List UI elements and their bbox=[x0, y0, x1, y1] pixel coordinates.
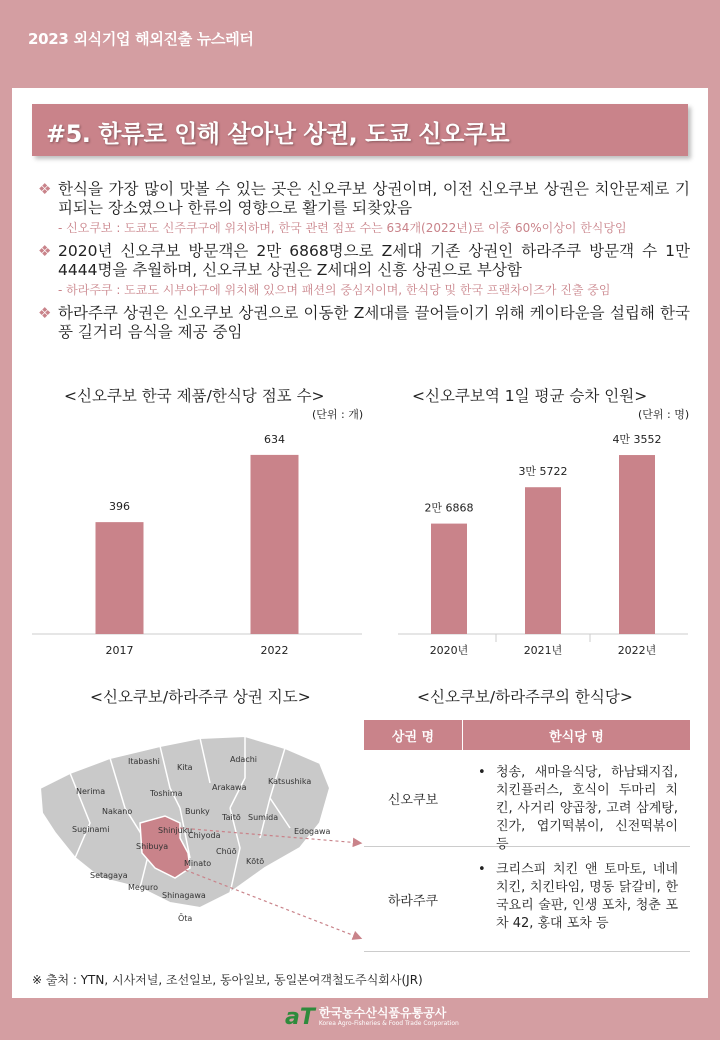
map-label: Shinagawa bbox=[162, 891, 206, 900]
map-label: Shinjuku bbox=[158, 826, 193, 835]
map-label: Katsushika bbox=[268, 777, 312, 786]
bar-value-label: 634 bbox=[264, 432, 285, 446]
tokyo-ward-map bbox=[30, 728, 370, 923]
map-label: Bunky bbox=[185, 807, 210, 816]
chart1-title: <신오쿠보 한국 제품/한식당 점포 수> bbox=[64, 387, 325, 405]
section-title: #5. 한류로 인해 살아난 상권, 도쿄 신오쿠보 bbox=[46, 120, 510, 148]
dot-bullet-icon: • bbox=[478, 765, 486, 780]
map-label: Toshima bbox=[150, 789, 183, 798]
map-label: Taitō bbox=[222, 813, 241, 822]
header-restaurant: 한식당 명 bbox=[549, 729, 604, 745]
bar-value-label: 2만 6868 bbox=[424, 501, 474, 515]
logo-name-en: Korea Agro-Fisheries & Food Trade Corporation bbox=[318, 1020, 459, 1027]
logo-name-ko: 한국농수산식품유통공사 bbox=[318, 1006, 447, 1020]
map-label: Arakawa bbox=[212, 783, 247, 792]
bullet-text: 한식을 가장 많이 맛볼 수 있는 곳은 신오쿠보 상권이며, 이전 신오쿠보 상권은 치안문제로 기피되는 장소였으나 한류의 영향으로 활기를 되찾았음 bbox=[58, 180, 690, 217]
map-label: Shibuya bbox=[136, 842, 169, 851]
map-label: Adachi bbox=[230, 755, 258, 764]
table-row bbox=[364, 750, 690, 852]
map-label: Setagaya bbox=[90, 871, 128, 880]
section-header bbox=[32, 104, 688, 156]
map-label: Suginami bbox=[72, 825, 110, 834]
row-area: 신오쿠보 bbox=[387, 792, 439, 808]
row-restaurant-list: 청송, 새마을식당, 하남돼지집, 치킨플러스, 호식이 두마리 치킨, 사거리 양곱창, 고려 삼계탕, 진가, 엽기떡볶이, 신전떡볶이 등 bbox=[496, 765, 678, 852]
table-header bbox=[364, 720, 690, 750]
map-label: Ōta bbox=[178, 914, 193, 923]
bullet-list bbox=[38, 180, 690, 344]
bullet-item bbox=[38, 242, 690, 280]
restaurant-table bbox=[364, 720, 690, 952]
bar bbox=[96, 522, 144, 634]
chart1-unit: (단위 : 개) bbox=[312, 408, 364, 421]
map-label: Chiyoda bbox=[188, 831, 221, 840]
header-area: 상권 명 bbox=[364, 720, 463, 750]
chart2-bar-chart bbox=[398, 408, 688, 658]
x-tick-label: 2022 bbox=[260, 644, 289, 657]
row-restaurant-list: 크리스피 치킨 앤 토마토, 네네치킨, 치킨타임, 명동 닭갈비, 한국요리 술판, 인생 포차, 청춘 포차 42, 홍대 포차 등 bbox=[496, 862, 678, 931]
chart2-title: <신오쿠보역 1일 평균 승차 인원> bbox=[412, 387, 648, 405]
bullet-item bbox=[38, 180, 690, 218]
bar bbox=[251, 455, 299, 634]
diamond-bullet-icon: ❖ bbox=[38, 242, 52, 260]
source-note: ※ 출처 : YTN, 시사저널, 조선일보, 동아일보, 동일본여객철도주식회사(JR) bbox=[32, 973, 423, 987]
x-tick-label: 2022년 bbox=[617, 644, 657, 657]
bullet-text: 2020년 신오쿠보 방문객은 2만 6868명으로 Z세대 기존 상권인 하라주쿠 방문객 수 1만 4444명을 추월하며, 신오쿠보 상권은 Z세대의 신흥 상권으로 부상함 bbox=[58, 242, 690, 279]
map-label: Kōtō bbox=[246, 857, 265, 866]
content-page bbox=[12, 88, 708, 998]
diamond-bullet-icon: ❖ bbox=[38, 304, 52, 322]
diamond-bullet-icon: ❖ bbox=[38, 180, 52, 198]
map-title: <신오쿠보/하라주쿠 상권 지도> bbox=[90, 688, 311, 706]
bar bbox=[619, 455, 655, 634]
bullet-item bbox=[38, 304, 690, 342]
bar bbox=[431, 524, 467, 634]
row-area: 하라주쿠 bbox=[387, 893, 439, 909]
bullet-note: - 하라주쿠 : 도쿄도 시부야구에 위치해 있으며 패션의 중심지이며, 한식당 및 한국 프랜차이즈가 진출 중임 bbox=[58, 283, 611, 297]
map-label: Chūō bbox=[216, 847, 237, 856]
restaurant-table-title: <신오쿠보/하라주쿠의 한식당> bbox=[417, 688, 633, 706]
chart2-unit: (단위 : 명) bbox=[638, 408, 690, 421]
map-label: Nerima bbox=[76, 787, 106, 796]
map-label: Kita bbox=[177, 763, 193, 772]
dot-bullet-icon: • bbox=[478, 862, 486, 877]
bullet-note: - 신오쿠보 : 도쿄도 신주쿠구에 위치하며, 한국 관련 점포 수는 634개(2022년)로 이중 60%이상이 한식당임 bbox=[58, 221, 627, 235]
map-label: Itabashi bbox=[128, 757, 160, 766]
map-label: Minato bbox=[184, 859, 212, 868]
x-tick-label: 2020년 bbox=[429, 644, 469, 657]
bar-value-label: 3만 5722 bbox=[518, 465, 568, 479]
map-label: Nakano bbox=[102, 807, 133, 816]
newsletter-title: 2023 외식기업 해외진출 뉴스레터 bbox=[28, 30, 254, 48]
chart1-bar-chart bbox=[32, 408, 362, 658]
map-label: Sumida bbox=[248, 813, 279, 822]
map-label: Edogawa bbox=[294, 827, 331, 836]
bar-value-label: 396 bbox=[109, 500, 130, 514]
bar-value-label: 4만 3552 bbox=[612, 433, 662, 447]
x-tick-label: 2017 bbox=[105, 644, 134, 657]
bar bbox=[525, 487, 561, 634]
at-logo bbox=[285, 1005, 459, 1030]
table-row bbox=[364, 847, 690, 952]
bullet-text: 하라주쿠 상권은 신오쿠보 상권으로 이동한 Z세대를 끌어들이기 위해 케이타운을 설립해 한국풍 길거리 음식을 제공 중임 bbox=[58, 304, 690, 341]
logo-mark: aT bbox=[285, 1005, 315, 1030]
x-tick-label: 2021년 bbox=[523, 644, 563, 657]
map-label: Meguro bbox=[128, 883, 158, 892]
